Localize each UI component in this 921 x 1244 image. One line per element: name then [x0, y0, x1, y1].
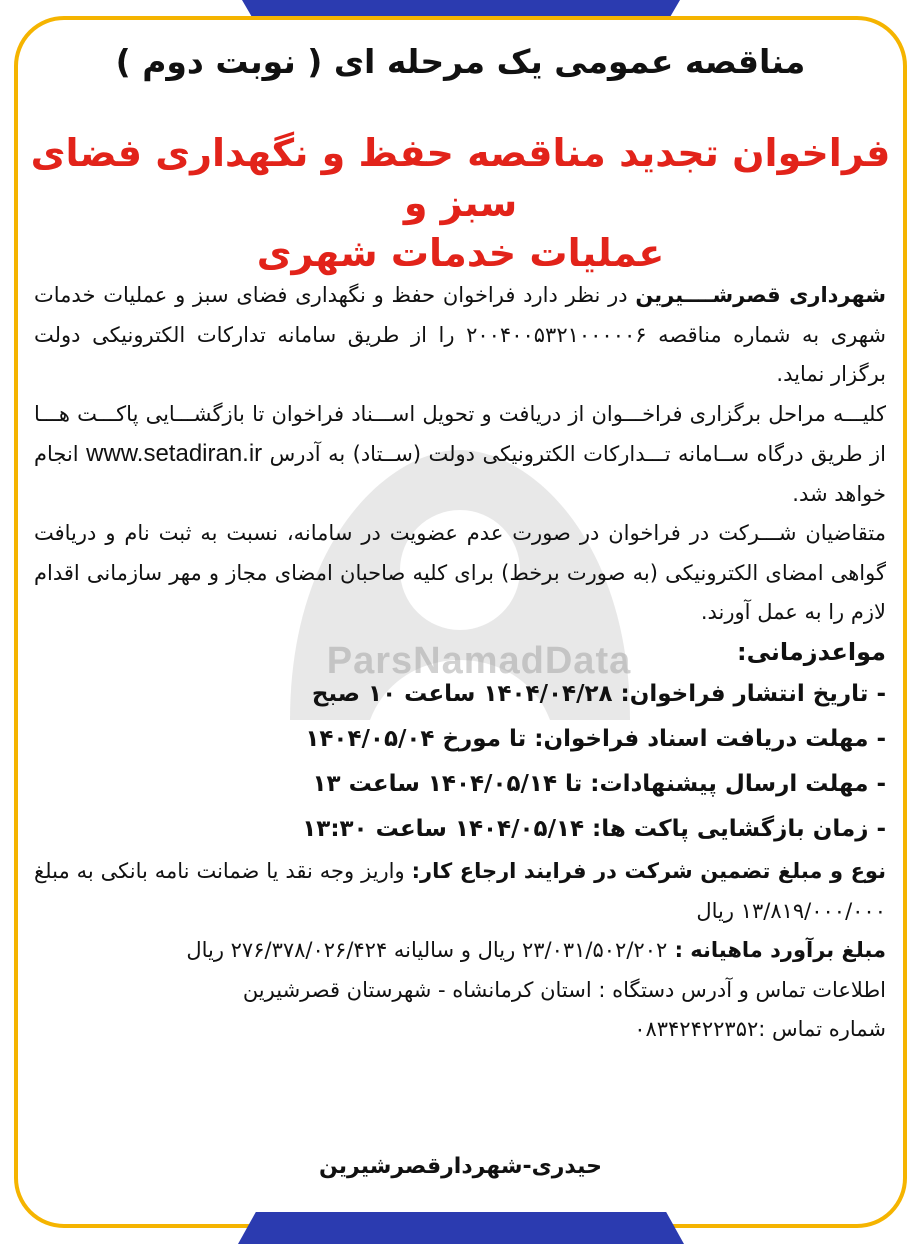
intro-text: در نظر دارد فراخوان حفظ و نگهداری فضای سبز و عملیات خدمات شهری به شماره مناقصه ۲۰۰۴۰۰۵۳۲۱۰۰۰۰۰۶ را از طریق سامانه تدارکات الکترونیکی دولت برگزار نماید. — [34, 283, 887, 386]
headline-line-1: فراخوان تجدید مناقصه حفظ و نگهداری فضای سبز و — [30, 131, 891, 225]
page-title: مناقصه عمومی یک مرحله ای ( نوبت دوم ) — [115, 42, 806, 81]
guarantee-label: نوع و مبلغ تضمین شرکت در فرایند ارجاع کار: — [411, 859, 886, 883]
applicants-paragraph: متقاضیان شـــرکت در فراخوان در صورت عدم عضویت در سامانه، نسبت به ثبت نام و دریافت گواهی امضای الکترونیکی (به صورت برخط) برای کلیه صاحبان امضای مجاز و مهر سازمانی اقدام لازم را به عمل آورند. — [34, 521, 886, 624]
intro-paragraph — [34, 276, 886, 395]
setad-link[interactable]: www.setadiran.ir — [86, 440, 263, 467]
contact-address: اطلاعات تماس و آدرس دستگاه : استان کرمانشاه - شهرستان قصرشیرین — [242, 977, 886, 1002]
procedure-tail: انجام خواهد شد. — [34, 442, 886, 506]
headline-line-2: عملیات خدمات شهری — [256, 231, 665, 275]
procedure-text: کلیـــه مراحل برگزاری فراخـــوان از دریافت و تحویل اســـناد فراخوان تا بازگشـــایی پاکـــت هـــا از طریق درگاه ســامانه تـــدارکات الکترونیکی دولت (ســتاد) به آدرس — [34, 401, 887, 466]
schedule-item-submission: - مهلت ارسال پیشنهادات: تا ۱۴۰۴/۰۵/۱۴ ساعت ۱۳ — [312, 771, 886, 797]
notice-headline — [30, 128, 891, 278]
schedule-item-opening: - زمان بازگشایی پاکت ها: ۱۴۰۴/۰۵/۱۴ ساعت ۱۳:۳۰ — [302, 816, 886, 842]
organization-name: شهرداری قصرشــــیرین — [635, 283, 886, 307]
estimate-text: ۲۳/۰۳۱/۵۰۲/۲۰۲ ریال و سالیانه ۲۷۶/۳۷۸/۰۲۶/۴۲۴ ریال — [186, 938, 668, 962]
notice-body — [34, 276, 886, 1050]
schedule-item-documents: - مهلت دریافت اسناد فراخوان: تا مورخ ۱۴۰۴/۰۵/۰۴ — [305, 726, 886, 752]
procedure-paragraph — [34, 395, 886, 515]
guarantee-paragraph — [34, 852, 886, 931]
bottom-blue-tab — [238, 1212, 684, 1244]
estimate-paragraph — [34, 931, 886, 971]
contact-phone: شماره تماس :۰۸۳۴۲۴۲۲۳۵۲ — [634, 1017, 886, 1041]
estimate-label: مبلغ برآورد ماهیانه : — [667, 938, 886, 962]
schedule-heading: مواعدزمانی: — [737, 637, 886, 666]
guarantee-text: واریز وجه نقد یا ضمانت نامه بانکی به مبلغ ۱۳/۸۱۹/۰۰۰/۰۰۰ ریال — [34, 859, 886, 923]
watermark-brand: ParsNamadData — [326, 640, 632, 682]
signature: حیدری-شهردارقصرشیرین — [319, 1154, 602, 1179]
schedule-item-publish: - تاریخ انتشار فراخوان: ۱۴۰۴/۰۴/۲۸ ساعت ۱۰ صبح — [311, 681, 886, 707]
